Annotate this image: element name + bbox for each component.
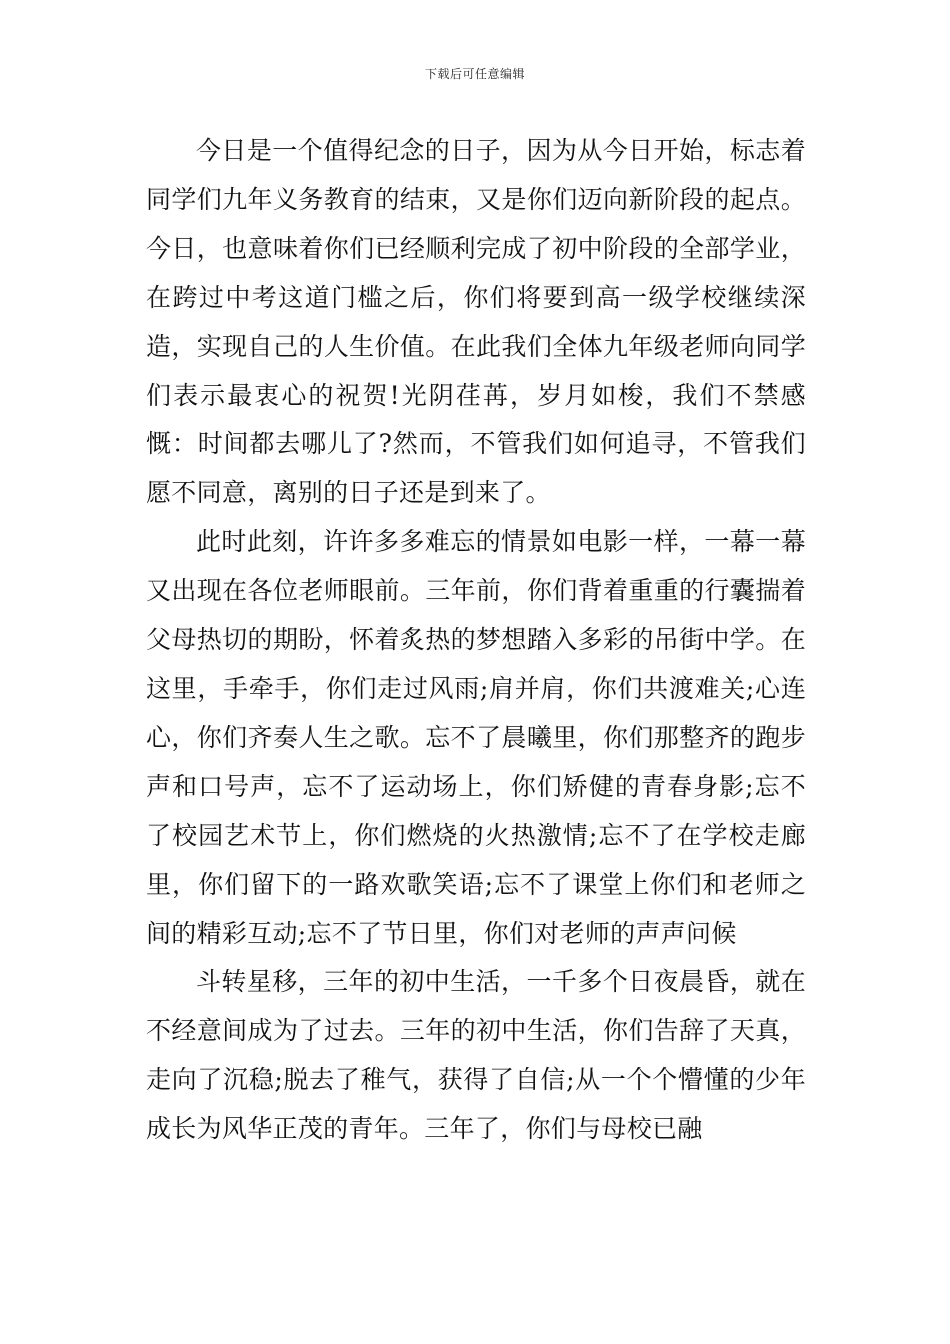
paragraph-3: 斗转星移，三年的初中生活，一千多个日夜晨昏，就在不经意间成为了过去。三年的初中生活，你们告辞了天真，走向了沉稳;脱去了稚气，获得了自信;从一个个懵懂的少年成长为风华正茂的青年。三年了，你们与母校已融 — [146, 967, 806, 1144]
header-note: 下载后可任意编辑 — [424, 67, 525, 81]
document-body — [146, 127, 806, 1154]
paragraph-1: 今日是一个值得纪念的日子，因为从今日开始，标志着同学们九年义务教育的结束，又是你们迈向新阶段的起点。今日，也意味着你们已经顺利完成了初中阶段的全部学业，在跨过中考这道门槛之后，你们将要到高一级学校继续深造，实现自己的人生价值。在此我们全体九年级老师向同学们表示最衷心的祝贺!光阴荏苒，岁月如梭，我们不禁感慨：时间都去哪儿了?然而，不管我们如何追寻，不管我们愿不同意，离别的日子还是到来了。 — [146, 136, 806, 508]
paragraph-2: 此时此刻，许许多多难忘的情景如电影一样，一幕一幕又出现在各位老师眼前。三年前，你们背着重重的行囊揣着父母热切的期盼，怀着炙热的梦想踏入多彩的吊街中学。在这里，手牵手，你们走过风雨;肩并肩，你们共渡难关;心连心，你们齐奏人生之歌。忘不了晨曦里，你们那整齐的跑步声和口号声，忘不了运动场上，你们矫健的青春身影;忘不了校园艺术节上，你们燃烧的火热激情;忘不了在学校走廊里，你们留下的一路欢歌笑语;忘不了课堂上你们和老师之间的精彩互动;忘不了节日里，你们对老师的声声问候 — [146, 527, 806, 948]
